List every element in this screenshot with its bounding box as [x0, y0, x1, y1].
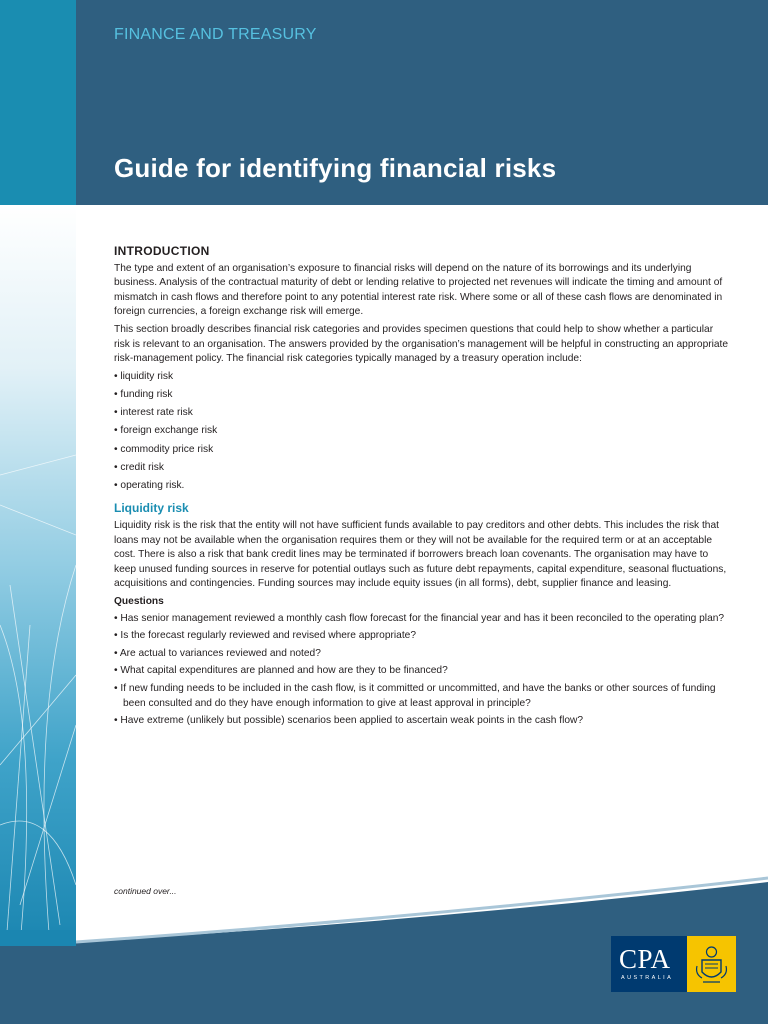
- main-content: [114, 244, 730, 732]
- decorative-side-strip: [0, 205, 76, 945]
- list-item: • Has senior management reviewed a monthly cash flow forecast for the financial year and has it been reconciled to the operating plan?: [114, 612, 725, 624]
- list-item: • funding risk: [114, 388, 173, 400]
- logo-text: CPA: [619, 944, 671, 974]
- list-item: • What capital expenditures are planned and how are they to be financed?: [114, 665, 448, 677]
- list-item: • Is the forecast regularly reviewed and revised where appropriate?: [114, 630, 416, 642]
- list-item: • Have extreme (unlikely but possible) scenarios been applied to ascertain weak points in the cash flow?: [114, 715, 584, 727]
- list-item: • foreign exchange risk: [114, 425, 218, 437]
- logo-wordmark-panel: [611, 936, 687, 992]
- questions-heading: Questions: [114, 596, 164, 608]
- list-item: • commodity price risk: [114, 443, 214, 455]
- page-title: Guide for identifying financial risks: [114, 153, 557, 183]
- intro-paragraph: The type and extent of an organisation’s exposure to financial risks will depend on the nature of its borrowings and its underlying business. Analysis of the contractual maturity of debt or lending relative to projected net revenues will indicate the timing and amount of mismatch in cash flows and therefore point to any potential interest rate risk. Where some or all of these cash flows are denominated in foreign currencies, a foreign exchange risk will emerge.: [114, 262, 723, 318]
- logo-subtext: AUSTRALIA: [621, 975, 674, 981]
- intro-paragraph: This section broadly describes financial risk categories and provides specimen questions that could help to show whether a particular risk is relevant to an organisation. The answers provided by the organisation’s management will be helpful in constructing an appropriate risk-management policy. The financial risk categories typically managed by a treasury operation include:: [114, 323, 729, 365]
- side-strip-graphic: [0, 205, 76, 945]
- list-item: • operating risk.: [114, 479, 185, 491]
- list-item: • Are actual to variances reviewed and noted?: [114, 647, 321, 659]
- cpa-australia-logo: [611, 936, 736, 992]
- intro-heading: INTRODUCTION: [114, 244, 210, 258]
- risk-category-list: [114, 370, 730, 494]
- continued-note: continued over...: [114, 886, 177, 896]
- questions-list: [114, 612, 730, 729]
- liquidity-risk-heading: Liquidity risk: [114, 501, 189, 516]
- liquidity-risk-paragraph: Liquidity risk is the risk that the entity will not have sufficient funds available to pay creditors and other debts. This includes the risk that loans may not be available when the organisation requires them or they will not be available for the required term or at an acceptable cost. There is also a risk that bank credit lines may be terminated if borrowers breach loan covenants. The organisation may have to keep unused funding sources in reserve for potential outlays such as future debt repayments, capital expenditure, seasonal fluctuations, acquisitions and contingencies. Funding sources may include equity issues (in all forms), debt, supplier finance and leasing.: [114, 520, 727, 590]
- section-kicker: FINANCE AND TREASURY: [114, 26, 317, 43]
- crest-icon: [687, 936, 736, 992]
- list-item: • credit risk: [114, 461, 164, 473]
- list-item: • interest rate risk: [114, 407, 193, 419]
- list-item: • liquidity risk: [114, 370, 174, 382]
- page-header: [0, 0, 768, 205]
- header-accent-band: [0, 0, 76, 205]
- list-item: • If new funding needs to be included in the cash flow, is it committed or uncommitted, and have the banks or other sources of funding been consulted and do they have enough information to give at least approval in principle?: [114, 683, 716, 709]
